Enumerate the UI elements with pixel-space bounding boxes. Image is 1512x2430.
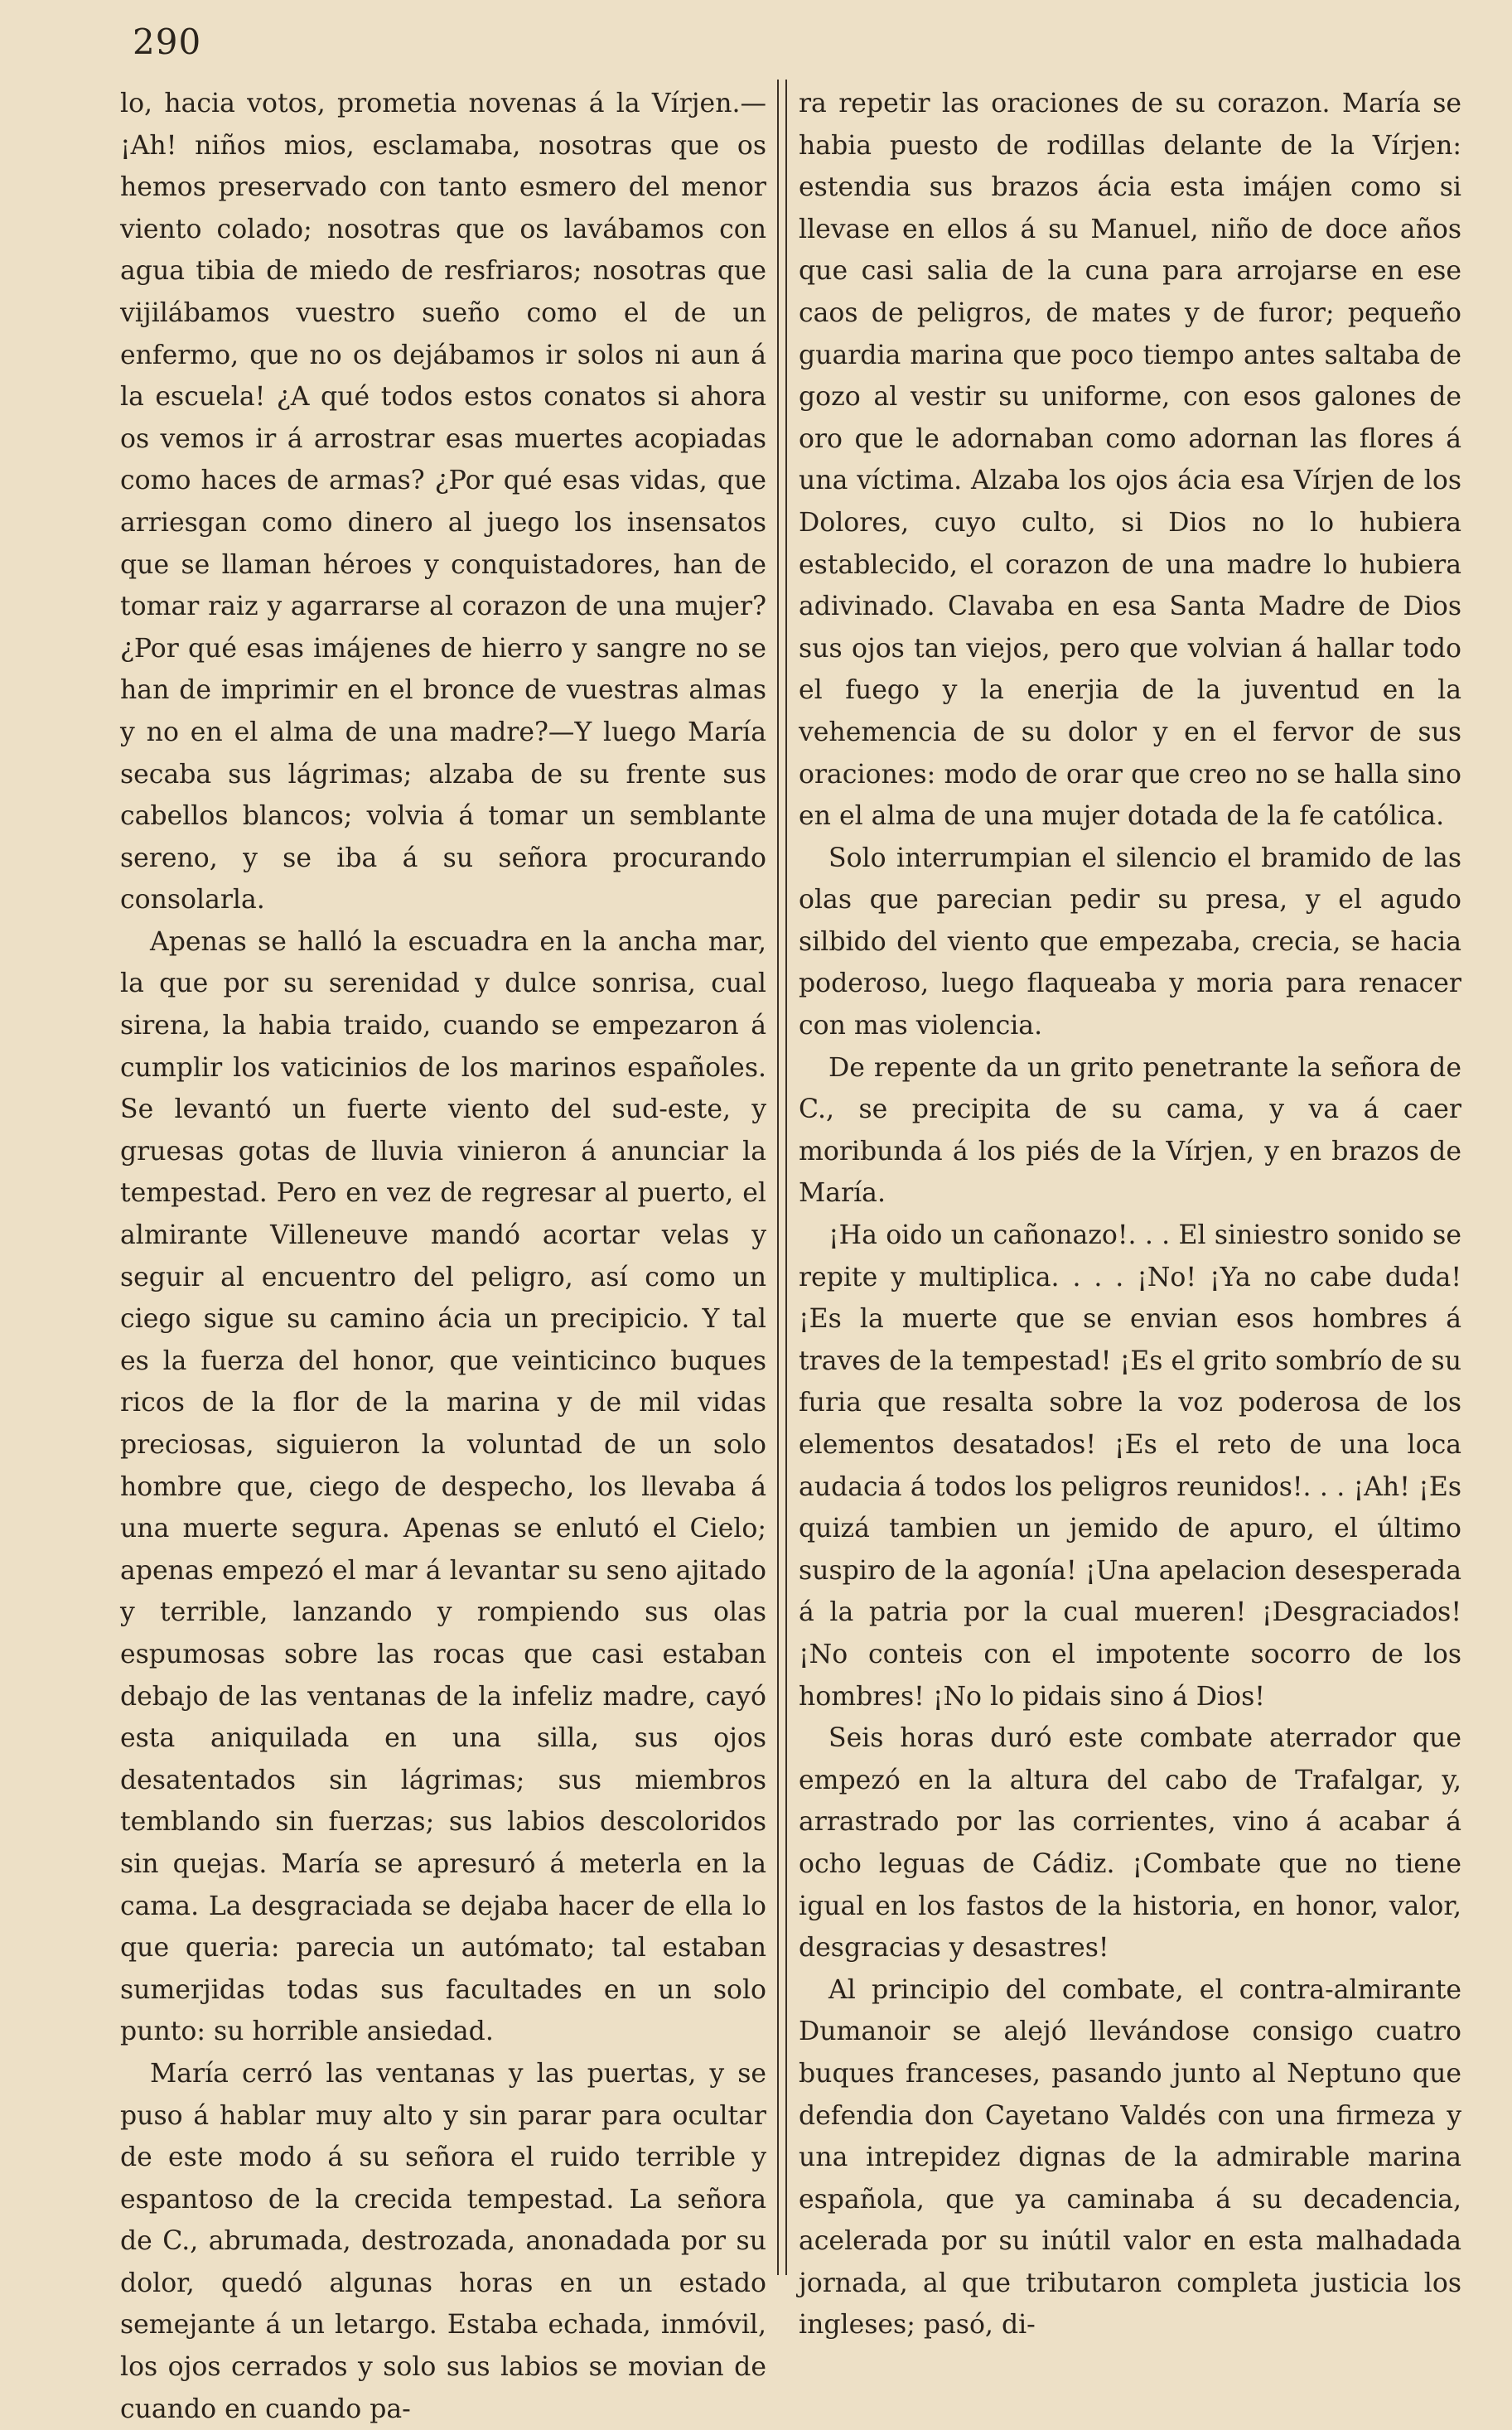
- right-column: [799, 83, 1461, 2346]
- paragraph: Seis horas duró este combate aterrador que empezó en la altura del cabo de Trafalgar, y, arrastrado por las corrientes, vino á acabar á ocho leguas de Cádiz. ¡Combate que no tiene igual en los fastos de la historia, en honor, valor, desgracias y desastres!: [799, 1723, 1461, 1964]
- left-column: [120, 83, 766, 2430]
- paragraph: ¡Ha oido un cañonazo!. . . El siniestro sonido se repite y multiplica. . . . ¡No! ¡Ya no cabe duda! ¡Es la muerte que se envian esos hombres á traves de la tempestad! ¡Es el grito sombrío de su furia que resalta sobre la voz poderosa de los elementos desatados! ¡Es el reto de una loca audacia á todos los peligros reunidos!. . . ¡Ah! ¡Es quizá tambien un jemido de apuro, el último suspiro de la agonía! ¡Una apelacion desesperada á la patria por la cual mueren! ¡Desgraciados! ¡No conteis con el impotente socorro de los hombres! ¡No lo pidais sino á Dios!: [799, 1220, 1461, 1712]
- paragraph: Apenas se halló la escuadra en la ancha mar, la que por su serenidad y dulce sonrisa, cual sirena, la habia traido, cuando se empezaron á cumplir los vaticinios de los marinos españoles. Se levantó un fuerte viento del sud-este, y gruesas gotas de lluvia vinieron á anunciar la tempestad. Pero en vez de regresar al puerto, el almirante Villeneuve mandó acortar velas y seguir al encuentro del peligro, así como un ciego sigue su camino ácia un precipicio. Y tal es la fuerza del honor, que veinticinco buques ricos de la flor de la marina y de mil vidas preciosas, siguieron la voluntad de un solo hombre que, ciego de despecho, los llevaba á una muerte segura. Apenas se enlutó el Cielo; apenas empezó el mar á levantar su seno ajitado y terrible, lanzando y rompiendo sus olas espumosas sobre las rocas que casi estaban debajo de las ventanas de la infeliz madre, cayó esta aniquilada en una silla, sus ojos desatentados sin lágrimas; sus miembros temblando sin fuerzas; sus labios descoloridos sin quejas. María se apresuró á meterla en la cama. La desgraciada se dejaba hacer de ella lo que queria: parecia un autómato; tal estaban sumerjidas todas sus facultades en un solo punto: su horrible ansiedad.: [120, 926, 766, 2047]
- page-number: 290: [133, 22, 202, 62]
- paragraph: De repente da un grito penetrante la señora de C., se precipita de su cama, y va á caer moribunda á los piés de la Vírjen, y en brazos de María.: [799, 1052, 1461, 1209]
- column-divider: [785, 80, 787, 2275]
- column-divider: [777, 80, 779, 2275]
- paragraph: lo, hacia votos, prometia novenas á la Vírjen.—¡Ah! niños mios, esclamaba, nosotras que os hemos preservado con tanto esmero del menor viento colado; nosotras que os lavábamos con agua tibia de miedo de resfriaros; nosotras que vijilábamos vuestro sueño como el de un enfermo, que no os dejábamos ir solos ni aun á la escuela! ¿A qué todos estos conatos si ahora os vemos ir á arrostrar esas muertes acopiadas como haces de armas? ¿Por qué esas vidas, que arriesgan como dinero al juego los insensatos que se llaman héroes y conquistadores, han de tomar raiz y agarrarse al corazon de una mujer? ¿Por qué esas imájenes de hierro y sangre no se han de imprimir en el bronce de vuestras almas y no en el alma de una madre?—Y luego María secaba sus lágrimas; alzaba de su frente sus cabellos blancos; volvia á tomar un semblante sereno, y se iba á su señora procurando consolarla.: [120, 89, 766, 915]
- paragraph: Al principio del combate, el contra-almirante Dumanoir se alejó llevándose consigo cuatro buques franceses, pasando junto al Neptuno que defendia don Cayetano Valdés con una firmeza y una intrepidez dignas de la admirable marina española, que ya caminaba á su decadencia, acelerada por su inútil valor en esta malhadada jornada, al que tributaron completa justicia los ingleses; pasó, di-: [799, 1974, 1461, 2341]
- paragraph: María cerró las ventanas y las puertas, y se puso á hablar muy alto y sin parar para ocultar de este modo á su señora el ruido terrible y espantoso de la crecida tempestad. La señora de C., abrumada, destrozada, anonadada por su dolor, quedó algunas horas en un estado semejante á un letargo. Estaba echada, inmóvil, los ojos cerrados y solo sus labios se movian de cuando en cuando pa-: [120, 2058, 766, 2424]
- paragraph: ra repetir las oraciones de su corazon. María se habia puesto de rodillas delante de la Vírjen: estendia sus brazos ácia esta imájen como si llevase en ellos á su Manuel, niño de doce años que casi salia de la cuna para arrojarse en ese caos de peligros, de mates y de furor; pequeño guardia marina que poco tiempo antes saltaba de gozo al vestir su uniforme, con esos galones de oro que le adornaban como adornan las flores á una víctima. Alzaba los ojos ácia esa Vírjen de los Dolores, cuyo culto, si Dios no lo hubiera establecido, el corazon de una madre lo hubiera adivinado. Clavaba en esa Santa Madre de Dios sus ojos tan viejos, pero que volvian á hallar todo el fuego y la enerjia de la juventud en la vehemencia de su dolor y en el fervor de sus oraciones: modo de orar que creo no se halla sino en el alma de una mujer dotada de la fe católica.: [799, 89, 1461, 832]
- paragraph: Solo interrumpian el silencio el bramido de las olas que parecian pedir su presa, y el agudo silbido del viento que empezaba, crecia, se hacia poderoso, luego flaqueaba y moria para renacer con mas violencia.: [799, 843, 1461, 1041]
